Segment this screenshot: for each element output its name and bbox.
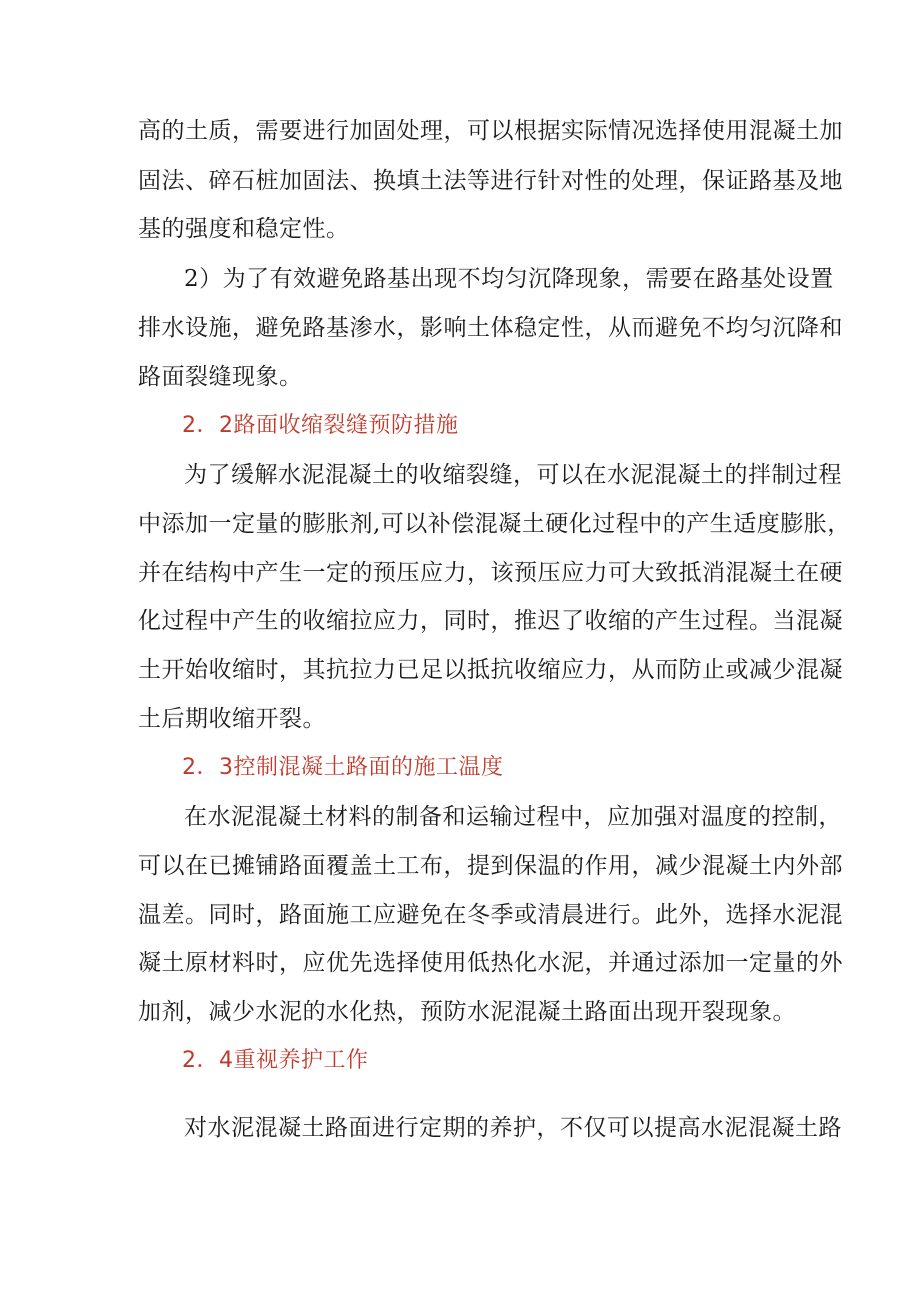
para3-line3: 并在结构中产生一定的预压应力，该预压应力可大致抵消混凝土在硬 xyxy=(138,560,843,586)
para1-line2: 固法、碎石桩加固法、换填土法等进行针对性的处理，保证路基及地 xyxy=(138,168,843,194)
para3-line6: 土后期收缩开裂。 xyxy=(138,706,326,732)
para3-line5: 土开始收缩时，其抗拉力已足以抵抗收缩应力，从而防止或减少混凝 xyxy=(138,657,843,683)
para3-line1: 为了缓解水泥混凝土的收缩裂缝，可以在水泥混凝土的拌制过程 xyxy=(184,462,842,488)
para4-line3: 温差。同时，路面施工应避免在冬季或清晨进行。此外，选择水泥混 xyxy=(138,902,843,928)
para4-line5: 加剂，减少水泥的水化热，预防水泥混凝土路面出现开裂现象。 xyxy=(138,999,796,1025)
section-heading-2-3: 2．3控制混凝土路面的施工温度 xyxy=(182,755,504,780)
section-heading-2-2: 2．2路面收缩裂缝预防措施 xyxy=(182,413,459,438)
para1-line3: 基的强度和稳定性。 xyxy=(138,216,350,242)
para3-line4: 化过程中产生的收缩拉应力，同时，推迟了收缩的产生过程。当混凝 xyxy=(138,608,843,634)
para3-line2: 中添加一定量的膨胀剂,可以补偿混凝土硬化过程中的产生适度膨胀， xyxy=(138,511,851,537)
para4-line1: 在水泥混凝土材料的制备和运输过程中，应加强对温度的控制， xyxy=(184,804,842,830)
para4-line4: 凝土原材料时，应优先选择使用低热化水泥，并通过添加一定量的外 xyxy=(138,950,843,976)
para1-line1: 高的土质，需要进行加固处理，可以根据实际情况选择使用混凝土加 xyxy=(138,118,843,144)
para2-line1: 2）为了有效避免路基出现不均匀沉降现象，需要在路基处设置 xyxy=(184,266,834,292)
para2-line2: 排水设施，避免路基渗水，影响土体稳定性，从而避免不均匀沉降和 xyxy=(138,315,843,341)
para5-line1: 对水泥混凝土路面进行定期的养护，不仅可以提高水泥混凝土路 xyxy=(184,1115,842,1141)
para4-line2: 可以在已摊铺路面覆盖土工布，提到保温的作用，减少混凝土内外部 xyxy=(138,853,843,879)
section-heading-2-4: 2．4重视养护工作 xyxy=(182,1048,369,1073)
para2-line3: 路面裂缝现象。 xyxy=(138,364,303,390)
